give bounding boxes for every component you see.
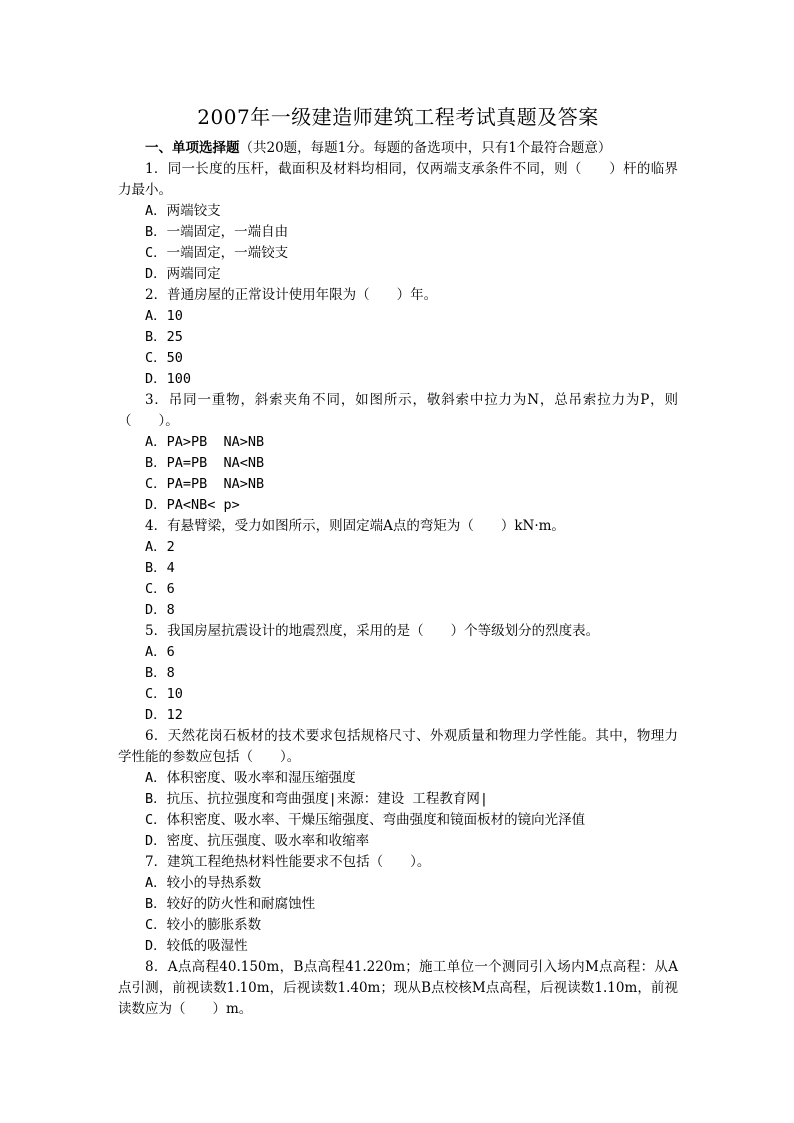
question-stem: 5．我国房屋抗震设计的地震烈度，采用的是（ ）个等级划分的烈度表。 — [145, 623, 600, 639]
answer-option: B．25 — [145, 329, 183, 345]
answer-option: B．4 — [145, 560, 175, 576]
answer-option: C．一端固定，一端铰支 — [145, 245, 289, 261]
answer-option: D．12 — [145, 707, 183, 723]
question-stem: 4．有悬臂梁，受力如图所示，则固定端A点的弯矩为（ ）kN·m。 — [145, 518, 565, 534]
question-stem: 8．A点高程40.150m，B点高程41.220m；施工单位一个测同引入场内M点高程：从A点引测，前视读数1.10m，后视读数1.40m；现从B点校核M点高程，后视读数1.10m，前视读数应为（ ）m。 — [118, 959, 678, 1017]
answer-option: A．6 — [145, 644, 175, 660]
answer-option: C．PA=PB NA>NB — [145, 476, 265, 492]
answer-option: D．两端同定 — [145, 266, 221, 282]
answer-option: D．较低的吸湿性 — [145, 938, 248, 954]
answer-option: C．50 — [145, 350, 183, 366]
section-note: （共20题，每题1分。每题的备选项中，只有1个最符合题意） — [239, 140, 612, 156]
question-stem: 6．天然花岗石板材的技术要求包括规格尺寸、外观质量和物理力学性能。其中，物理力学性能的参数应包括（ ）。 — [118, 728, 678, 765]
answer-option: A．较小的导热系数 — [145, 875, 262, 891]
answer-option: B．PA=PB NA<NB — [145, 455, 265, 471]
answer-option: A．2 — [145, 539, 175, 555]
answer-option: B．较好的防火性和耐腐蚀性 — [145, 896, 316, 912]
document-page — [118, 100, 678, 1020]
answer-option: D．8 — [145, 602, 175, 618]
answer-option: B．一端固定，一端自由 — [145, 224, 289, 240]
question-stem: 3．吊同一重物，斜索夹角不同，如图所示，敬斜索中拉力为N，总吊索拉力为P，则（ ）。 — [118, 392, 678, 429]
answer-option: A．10 — [145, 308, 183, 324]
answer-option: A．两端铰支 — [145, 203, 221, 219]
question-stem: 7．建筑工程绝热材料性能要求不包括（ ）。 — [145, 854, 431, 870]
answer-option: A．PA>PB NA>NB — [145, 434, 265, 450]
answer-option: B．抗压、抗拉强度和弯曲强度|来源：建设 工程教育网| — [145, 791, 489, 807]
page-title: 2007年一级建造师建筑工程考试真题及答案 — [197, 105, 599, 129]
answer-option: C．6 — [145, 581, 175, 597]
section-heading: 一、单项选择题 — [145, 140, 240, 156]
question-list — [118, 159, 678, 1020]
answer-option: D．密度、抗压强度、吸水率和收缩率 — [145, 833, 370, 849]
answer-option: C．体积密度、吸水率、干燥压缩强度、弯曲强度和镜面板材的镜向光泽值 — [145, 812, 586, 828]
answer-option: D．PA<NB< p> — [145, 497, 240, 513]
answer-option: B．8 — [145, 665, 175, 681]
section-heading-line — [118, 138, 678, 159]
answer-option: C．较小的膨胀系数 — [145, 917, 262, 933]
question-stem: 2．普通房屋的正常设计使用年限为（ ）年。 — [145, 287, 438, 303]
answer-option: C．10 — [145, 686, 183, 702]
answer-option: D．100 — [145, 371, 192, 387]
answer-option: A．体积密度、吸水率和湿压缩强度 — [145, 770, 356, 786]
question-stem: 1．同一长度的压杆，截面积及材料均相同，仅两端支承条件不同，则（ ）杆的临界力最小。 — [118, 161, 678, 198]
